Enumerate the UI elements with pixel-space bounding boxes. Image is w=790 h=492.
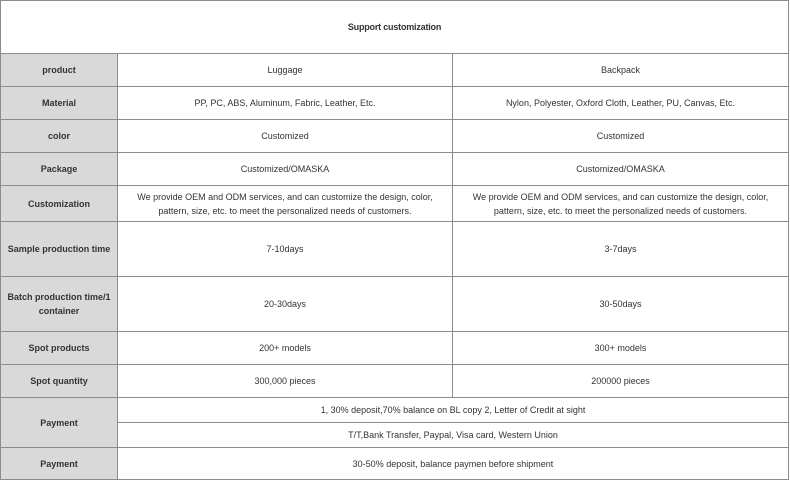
luggage-value: Customized [118, 120, 453, 153]
backpack-value: 3-7days [453, 222, 789, 277]
luggage-value: Luggage [118, 54, 453, 87]
luggage-value: We provide OEM and ODM services, and can customize the design, color, pattern, size, etc. to meet the personalized needs of customers. [118, 186, 453, 222]
backpack-value: Customized [453, 120, 789, 153]
row-label: Payment [1, 398, 118, 448]
backpack-value: 300+ models [453, 332, 789, 365]
table-title: Support customization [1, 1, 789, 54]
payment-line-1: 1, 30% deposit,70% balance on BL copy 2, Letter of Credit at sight [118, 398, 789, 423]
backpack-value: Backpack [453, 54, 789, 87]
row-label: product [1, 54, 118, 87]
table-row-package [1, 153, 789, 186]
table-row-customization [1, 186, 789, 222]
row-label: Sample production time [1, 222, 118, 277]
table-row-product [1, 54, 789, 87]
luggage-value: PP, PC, ABS, Aluminum, Fabric, Leather, Etc. [118, 87, 453, 120]
row-label: Payment [1, 448, 118, 480]
payment-line-2: T/T,Bank Transfer, Paypal, Visa card, Western Union [118, 423, 789, 448]
luggage-value: Customized/OMASKA [118, 153, 453, 186]
row-label: Package [1, 153, 118, 186]
backpack-value: 200000 pieces [453, 365, 789, 398]
backpack-value: We provide OEM and ODM services, and can customize the design, color, pattern, size, etc. to meet the personalized needs of customers. [453, 186, 789, 222]
table-row-payment-methods [1, 423, 789, 448]
luggage-value: 200+ models [118, 332, 453, 365]
backpack-value: 30-50days [453, 277, 789, 332]
table-row-payment-terms [1, 398, 789, 423]
luggage-value: 7-10days [118, 222, 453, 277]
row-label: Batch production time/1 container [1, 277, 118, 332]
table-row-batch-production-time [1, 277, 789, 332]
luggage-value: 20-30days [118, 277, 453, 332]
row-label: Spot products [1, 332, 118, 365]
table-row-payment-deposit [1, 448, 789, 480]
table-row-color [1, 120, 789, 153]
row-label: Spot quantity [1, 365, 118, 398]
row-label: Customization [1, 186, 118, 222]
luggage-value: 300,000 pieces [118, 365, 453, 398]
payment-deposit-value: 30-50% deposit, balance paymen before shipment [118, 448, 789, 480]
table-row-spot-products [1, 332, 789, 365]
table-row-material [1, 87, 789, 120]
table-row-sample-production-time [1, 222, 789, 277]
backpack-value: Customized/OMASKA [453, 153, 789, 186]
backpack-value: Nylon, Polyester, Oxford Cloth, Leather, PU, Canvas, Etc. [453, 87, 789, 120]
row-label: color [1, 120, 118, 153]
row-label: Material [1, 87, 118, 120]
table-row-spot-quantity [1, 365, 789, 398]
